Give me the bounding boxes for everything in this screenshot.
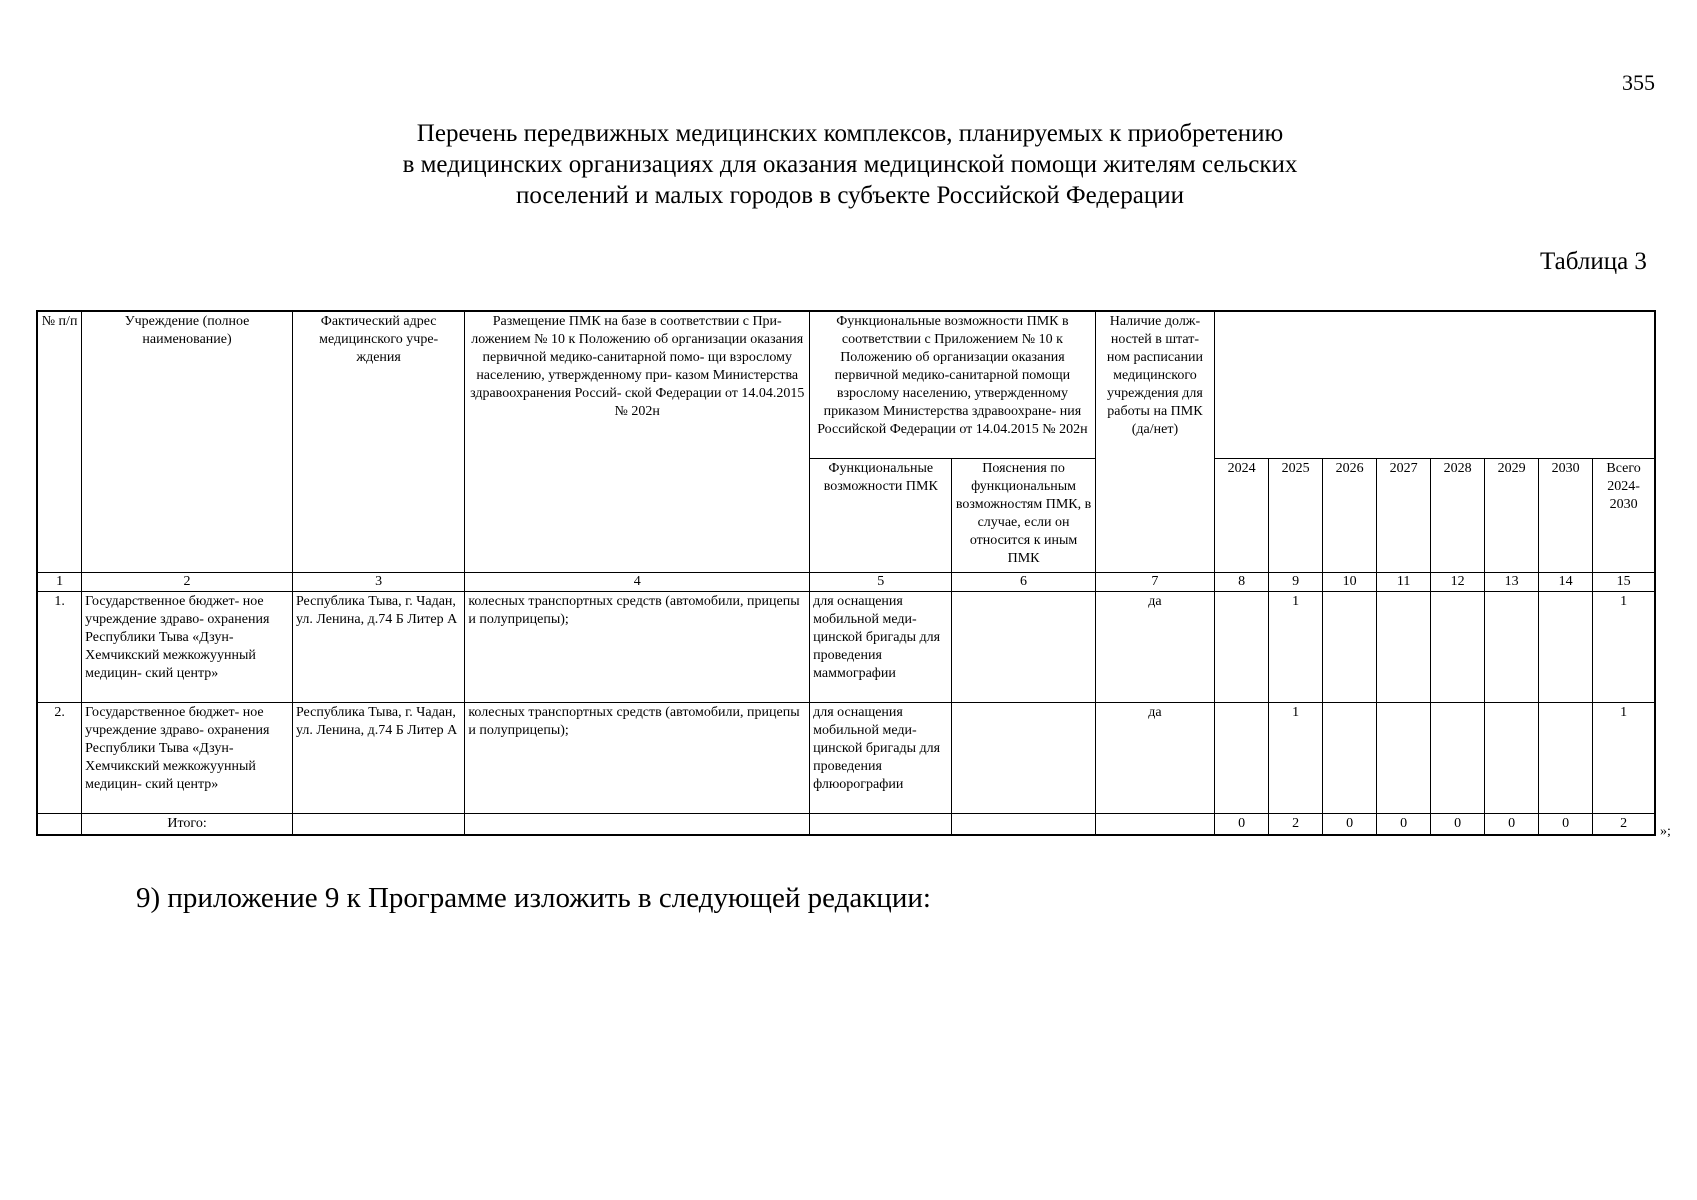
row-functional: для оснащения мобильной меди- цинской бригады для проведения маммографии <box>810 592 952 703</box>
header-staff: Наличие долж- ностей в штат- ном расписании медицинского учреждения для работы на ПМК (да/нет) <box>1095 311 1214 573</box>
table-row <box>37 592 1655 703</box>
row-year-value <box>1539 592 1593 703</box>
total-empty <box>37 814 82 836</box>
header-year: 2027 <box>1377 459 1431 573</box>
total-year-value: 0 <box>1431 814 1485 836</box>
row-functional: для оснащения мобильной меди- цинской бригады для проведения флюорографии <box>810 703 952 814</box>
row-total: 1 <box>1593 592 1655 703</box>
row-year-value: 1 <box>1269 592 1323 703</box>
row-num: 2. <box>37 703 82 814</box>
header-years-blank <box>1215 311 1655 459</box>
header-functional: Функциональные возможности ПМК <box>810 459 952 573</box>
header-functional-group: Функциональные возможности ПМК в соответствии с Приложением № 10 к Положению об организации оказания первичной медико-санитарной помощи взрослому населению, утвержденному приказом Министерства здравоохране- ния Российской Федерации от 14.04.2015 № 202н <box>810 311 1096 459</box>
column-number: 1 <box>37 573 82 592</box>
row-staff: да <box>1095 592 1214 703</box>
row-year-value <box>1215 592 1269 703</box>
column-number: 7 <box>1095 573 1214 592</box>
total-empty <box>1095 814 1214 836</box>
column-number: 5 <box>810 573 952 592</box>
title-line: поселений и малых городов в субъекте Российской Федерации <box>516 182 1184 209</box>
row-explanation <box>952 592 1095 703</box>
total-year-value: 0 <box>1485 814 1539 836</box>
row-year-value <box>1431 703 1485 814</box>
row-total: 1 <box>1593 703 1655 814</box>
row-year-value <box>1431 592 1485 703</box>
header-address: Фактический адрес медицинского учре- ждения <box>292 311 464 573</box>
table-caption: Таблица 3 <box>1540 248 1647 275</box>
column-number: 11 <box>1377 573 1431 592</box>
header-year: 2025 <box>1269 459 1323 573</box>
column-number: 12 <box>1431 573 1485 592</box>
column-number: 14 <box>1539 573 1593 592</box>
row-year-value <box>1323 703 1377 814</box>
row-placement: колесных транспортных средств (автомобили, прицепы и полуприцепы); <box>465 592 810 703</box>
row-year-value <box>1377 703 1431 814</box>
total-empty <box>952 814 1095 836</box>
row-institution: Государственное бюджет- ное учреждение здраво- охранения Республики Тыва «Дзун-Хемчикский межкожуунный медицин- ский центр» <box>82 703 293 814</box>
header-year: 2024 <box>1215 459 1269 573</box>
column-number: 4 <box>465 573 810 592</box>
row-institution: Государственное бюджет- ное учреждение здраво- охранения Республики Тыва «Дзун-Хемчикский межкожуунный медицин- ский центр» <box>82 592 293 703</box>
row-year-value: 1 <box>1269 703 1323 814</box>
header-year: 2028 <box>1431 459 1485 573</box>
total-sum: 2 <box>1593 814 1655 836</box>
total-year-value: 0 <box>1323 814 1377 836</box>
column-number: 6 <box>952 573 1095 592</box>
total-empty <box>292 814 464 836</box>
row-year-value <box>1485 703 1539 814</box>
row-address: Республика Тыва, г. Чадан, ул. Ленина, д.74 Б Литер А <box>292 703 464 814</box>
column-number-row <box>37 573 1655 592</box>
row-num: 1. <box>37 592 82 703</box>
item-9-text: 9) приложение 9 к Программе изложить в следующей редакции: <box>136 882 931 914</box>
row-year-value <box>1377 592 1431 703</box>
total-year-value: 0 <box>1215 814 1269 836</box>
total-label: Итого: <box>82 814 293 836</box>
header-row <box>37 311 1655 459</box>
pmk-table <box>36 310 1656 836</box>
header-year: 2026 <box>1323 459 1377 573</box>
column-number: 13 <box>1485 573 1539 592</box>
row-address: Республика Тыва, г. Чадан, ул. Ленина, д.74 Б Литер А <box>292 592 464 703</box>
row-placement: колесных транспортных средств (автомобили, прицепы и полуприцепы); <box>465 703 810 814</box>
document-title <box>300 118 1400 211</box>
total-year-value: 0 <box>1539 814 1593 836</box>
table-row <box>37 703 1655 814</box>
total-empty <box>810 814 952 836</box>
header-total: Всего 2024- 2030 <box>1593 459 1655 573</box>
title-line: Перечень передвижных медицинских комплексов, планируемых к приобретению <box>416 120 1284 147</box>
column-number: 2 <box>82 573 293 592</box>
closing-quote-mark: »; <box>1660 824 1671 839</box>
row-year-value <box>1485 592 1539 703</box>
total-empty <box>465 814 810 836</box>
row-year-value <box>1215 703 1269 814</box>
header-num: № п/п <box>37 311 82 573</box>
header-explanations: Пояснения по функциональным возможностям ПМК, в случае, если он относится к иным ПМК <box>952 459 1095 573</box>
column-number: 3 <box>292 573 464 592</box>
total-year-value: 2 <box>1269 814 1323 836</box>
page-number: 355 <box>1622 70 1655 95</box>
column-number: 9 <box>1269 573 1323 592</box>
total-year-value: 0 <box>1377 814 1431 836</box>
header-institution: Учреждение (полное наименование) <box>82 311 293 573</box>
column-number: 8 <box>1215 573 1269 592</box>
title-line: в медицинских организациях для оказания медицинской помощи жителям сельских <box>402 151 1298 178</box>
row-explanation <box>952 703 1095 814</box>
row-staff: да <box>1095 703 1214 814</box>
column-number: 10 <box>1323 573 1377 592</box>
total-row <box>37 814 1655 836</box>
header-year: 2029 <box>1485 459 1539 573</box>
header-placement: Размещение ПМК на базе в соответствии с При- ложением № 10 к Положению об организации оказания первичной медико-санитарной помо- щи взрослому населению, утвержденному при- казом Министерства здравоохранения Россий- ской Федерации от 14.04.2015 № 202н <box>465 311 810 573</box>
column-number: 15 <box>1593 573 1655 592</box>
row-year-value <box>1323 592 1377 703</box>
header-year: 2030 <box>1539 459 1593 573</box>
row-year-value <box>1539 703 1593 814</box>
